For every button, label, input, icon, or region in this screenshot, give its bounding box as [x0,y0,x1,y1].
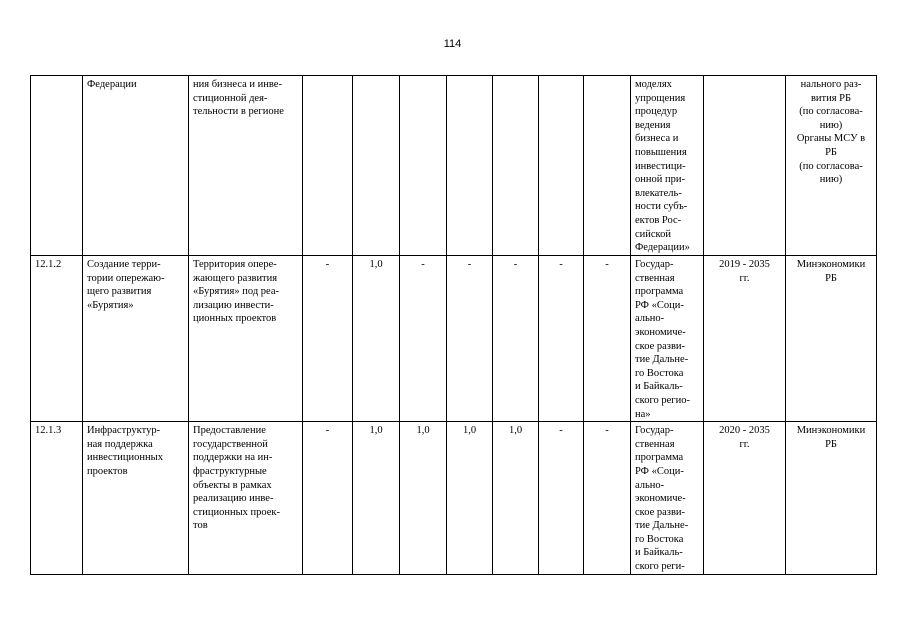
cell-period [704,256,786,422]
cell-value-4: - [447,256,493,422]
text-line: инвестиционных [87,452,163,464]
text-line: Инфраструктур- [87,425,161,437]
page-number: 114 [443,38,462,50]
text-line: 2020 - 2035 [719,425,770,437]
text-line: ственная [635,438,675,450]
text-line: государственной [193,438,268,450]
cell-expected-result [189,422,303,575]
cell-id: 12.1.3 [31,422,83,575]
text-line: Федерации» [635,242,690,254]
cell-value-2: 1,0 [353,256,400,422]
cell-value-5: - [493,256,539,422]
cell-value-6: - [539,256,584,422]
text-line: тельности в регионе [193,106,284,118]
cell-value-7: - [584,422,631,575]
text-line: Государ- [635,425,674,437]
text-line: Федерации [87,79,137,90]
text-line: программа [635,452,684,464]
text-line: нию) [819,119,843,131]
text-line: Органы МСУ в [796,133,866,145]
text-line: объекты в рамках [193,479,272,491]
cell-measure-name [83,256,189,422]
text-line: вития РБ [810,92,852,104]
text-line: проектов [87,465,128,477]
text-line: нию) [819,174,843,186]
text-line: го Востока [635,367,684,379]
text-line: ционных проектов [193,313,277,325]
table-row [31,76,877,256]
text-line: ского реги- [635,561,685,573]
cell-value-5 [493,76,539,256]
cell-value-1: - [303,256,353,422]
text-line: онной при- [635,174,685,186]
text-line: ная поддержка [87,438,153,450]
text-line: РБ [825,146,837,158]
text-line: моделях [635,79,672,90]
cell-value-6: - [539,422,584,575]
cell-expected-result [189,76,303,256]
text-line: ского регио- [635,394,690,406]
cell-measure-name [83,76,189,256]
text-line: ское разви- [635,340,686,352]
text-line: «Бурятия» под реа- [193,286,279,298]
text-line: тов [193,520,208,532]
cell-period [704,76,786,256]
text-line: го Востока [635,533,684,545]
text-line: Территория опере- [193,259,277,270]
text-line: РБ [825,438,837,450]
text-line: экономиче- [635,493,686,505]
text-line: ственная [635,272,675,284]
text-line: тории опережаю- [87,272,165,284]
cell-value-6 [539,76,584,256]
text-line: ектов Рос- [635,214,682,226]
text-line: бизнеса и [635,133,679,145]
text-line: инвестици- [635,160,686,172]
cell-program [631,256,704,422]
text-line: и Байкаль- [635,547,683,559]
cell-executor [786,422,877,575]
text-line: и Байкаль- [635,381,683,393]
cell-value-2 [353,76,400,256]
text-line: «Бурятия» [87,299,134,311]
text-line: влекатель- [635,187,682,199]
text-line: тие Дальне- [635,520,689,532]
text-line: гг. [739,438,750,450]
text-line: Минэкономики [796,259,866,270]
text-line: ально- [635,313,665,325]
text-line: гг. [739,272,750,284]
cell-value-7 [584,76,631,256]
text-line: РФ «Соци- [635,465,684,477]
text-line: упрощения [635,92,686,104]
cell-value-3 [400,76,447,256]
text-line: Создание терри- [87,259,161,270]
text-line: РБ [825,272,837,284]
text-line: нального раз- [800,79,862,90]
text-line: Предоставление [193,425,266,437]
text-line: жающего развития [193,272,278,284]
text-line: экономиче- [635,326,686,338]
text-line: ния бизнеса и инве- [193,79,282,90]
text-line: лизацию инвести- [193,299,274,311]
text-line: (по согласова- [799,160,863,172]
text-line: ское разви- [635,506,686,518]
text-line: щего развития [87,286,152,298]
cell-value-4 [447,76,493,256]
cell-id: 12.1.2 [31,256,83,422]
cell-value-5: 1,0 [493,422,539,575]
text-line: на» [635,408,651,420]
text-line: стиционной дея- [193,92,268,104]
cell-program [631,422,704,575]
text-line: поддержки на ин- [193,452,273,464]
cell-measure-name [83,422,189,575]
cell-value-2: 1,0 [353,422,400,575]
cell-value-1 [303,76,353,256]
cell-period [704,422,786,575]
text-line: программа [635,286,684,298]
cell-executor [786,256,877,422]
text-line: 2019 - 2035 [719,259,770,270]
text-line: (по согласова- [799,106,863,118]
cell-value-7: - [584,256,631,422]
measures-table [30,75,877,575]
cell-executor [786,76,877,256]
cell-program [631,76,704,256]
text-line: повышения [635,146,687,158]
cell-value-3: - [400,256,447,422]
text-line: Государ- [635,259,674,270]
text-line: процедур [635,106,678,118]
table-row [31,422,877,575]
text-line: ведения [635,119,671,131]
text-line: стиционных проек- [193,506,281,518]
cell-expected-result [189,256,303,422]
cell-id [31,76,83,256]
text-line: фраструктурные [193,465,267,477]
text-line: РФ «Соци- [635,299,684,311]
text-line: Минэкономики [796,425,866,437]
text-line: ально- [635,479,665,491]
text-line: ности субъ- [635,201,688,213]
text-line: реализацию инве- [193,493,274,505]
text-line: тие Дальне- [635,354,689,366]
table-row [31,256,877,422]
cell-value-3: 1,0 [400,422,447,575]
cell-value-1: - [303,422,353,575]
text-line: сийской [635,228,671,240]
cell-value-4: 1,0 [447,422,493,575]
